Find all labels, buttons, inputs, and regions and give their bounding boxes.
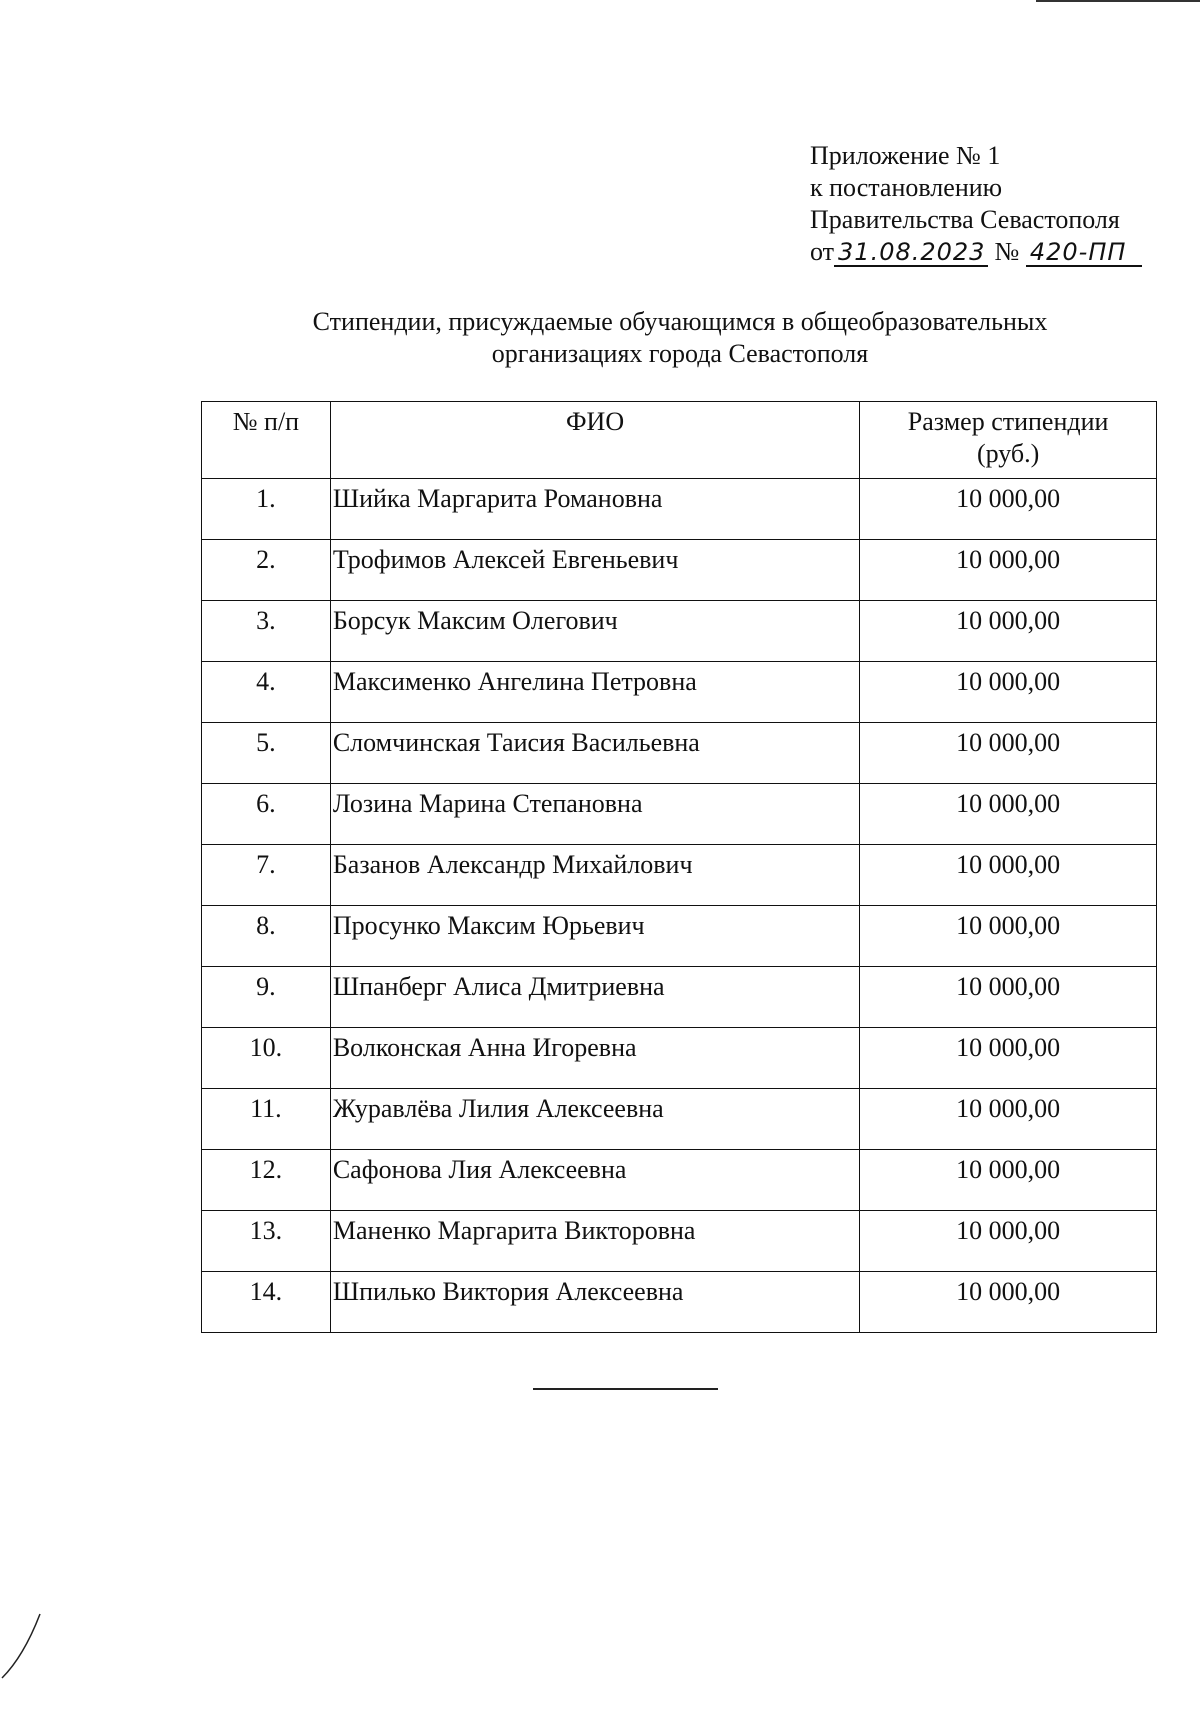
row-amount: 10 000,00 <box>860 1272 1157 1333</box>
row-name: Журавлёва Лилия Алексеевна <box>330 1089 859 1150</box>
row-number: 11. <box>202 1089 331 1150</box>
row-amount: 10 000,00 <box>860 540 1157 601</box>
header-name: ФИО <box>330 402 859 479</box>
row-number: 8. <box>202 906 331 967</box>
row-amount: 10 000,00 <box>860 906 1157 967</box>
row-name: Шпанберг Алиса Дмитриевна <box>330 967 859 1028</box>
row-name: Волконская Анна Игоревна <box>330 1028 859 1089</box>
row-number: 12. <box>202 1150 331 1211</box>
row-amount: 10 000,00 <box>860 845 1157 906</box>
row-number: 2. <box>202 540 331 601</box>
title-line-2: организациях города Севастополя <box>491 339 869 368</box>
handwritten-date: 31.08.2023 <box>834 239 988 267</box>
row-amount: 10 000,00 <box>860 967 1157 1028</box>
row-name: Шпилько Виктория Алексеевна <box>330 1272 859 1333</box>
row-amount: 10 000,00 <box>860 1028 1157 1089</box>
table-row <box>202 1028 1157 1089</box>
table-header-row <box>202 402 1157 479</box>
table-row <box>202 723 1157 784</box>
row-name: Борсук Максим Олегович <box>330 601 859 662</box>
row-number: 3. <box>202 601 331 662</box>
table-row <box>202 906 1157 967</box>
row-name: Трофимов Алексей Евгеньевич <box>330 540 859 601</box>
row-number: 5. <box>202 723 331 784</box>
table-row <box>202 1089 1157 1150</box>
row-amount: 10 000,00 <box>860 723 1157 784</box>
number-prefix: № <box>994 237 1020 266</box>
row-name: Базанов Александр Михайлович <box>330 845 859 906</box>
row-number: 10. <box>202 1028 331 1089</box>
header-amount-line1: Размер стипендии <box>907 407 1109 436</box>
pen-stroke-mark <box>0 1610 60 1690</box>
table-row <box>202 662 1157 723</box>
header-num: № п/п <box>202 402 331 479</box>
top-edge-rule <box>1036 0 1200 2</box>
row-name: Сафонова Лия Алексеевна <box>330 1150 859 1211</box>
row-amount: 10 000,00 <box>860 1150 1157 1211</box>
date-prefix: от <box>810 237 835 266</box>
row-name: Лозина Марина Степановна <box>330 784 859 845</box>
row-amount: 10 000,00 <box>860 479 1157 540</box>
row-amount: 10 000,00 <box>860 784 1157 845</box>
header-amount-line2: (руб.) <box>976 439 1040 468</box>
table-row <box>202 1211 1157 1272</box>
document-title <box>200 306 1160 370</box>
row-name: Маненко Маргарита Викторовна <box>330 1211 859 1272</box>
table-row <box>202 479 1157 540</box>
row-number: 9. <box>202 967 331 1028</box>
row-amount: 10 000,00 <box>860 1089 1157 1150</box>
row-amount: 10 000,00 <box>860 1211 1157 1272</box>
scholarship-table <box>201 401 1157 1333</box>
closing-rule <box>533 1388 718 1390</box>
appendix-line-1: Приложение № 1 <box>810 141 1001 170</box>
table-row <box>202 1272 1157 1333</box>
row-number: 14. <box>202 1272 331 1333</box>
row-number: 13. <box>202 1211 331 1272</box>
row-amount: 10 000,00 <box>860 662 1157 723</box>
row-number: 6. <box>202 784 331 845</box>
row-name: Максименко Ангелина Петровна <box>330 662 859 723</box>
row-number: 4. <box>202 662 331 723</box>
table-row <box>202 601 1157 662</box>
table-row <box>202 540 1157 601</box>
appendix-date-line <box>810 236 1142 268</box>
row-name: Шийка Маргарита Романовна <box>330 479 859 540</box>
table-row <box>202 1150 1157 1211</box>
row-number: 7. <box>202 845 331 906</box>
appendix-line-2: к постановлению <box>810 173 1003 202</box>
row-amount: 10 000,00 <box>860 601 1157 662</box>
header-amount <box>860 402 1157 479</box>
table-row <box>202 967 1157 1028</box>
row-name: Просунко Максим Юрьевич <box>330 906 859 967</box>
row-number: 1. <box>202 479 331 540</box>
table-row <box>202 784 1157 845</box>
row-name: Сломчинская Таисия Васильевна <box>330 723 859 784</box>
table-row <box>202 845 1157 906</box>
title-line-1: Стипендии, присуждаемые обучающимся в общеобразовательных <box>312 307 1048 336</box>
appendix-line-3: Правительства Севастополя <box>810 205 1120 234</box>
appendix-block <box>810 140 1142 268</box>
handwritten-number: 420-ПП <box>1026 239 1142 267</box>
